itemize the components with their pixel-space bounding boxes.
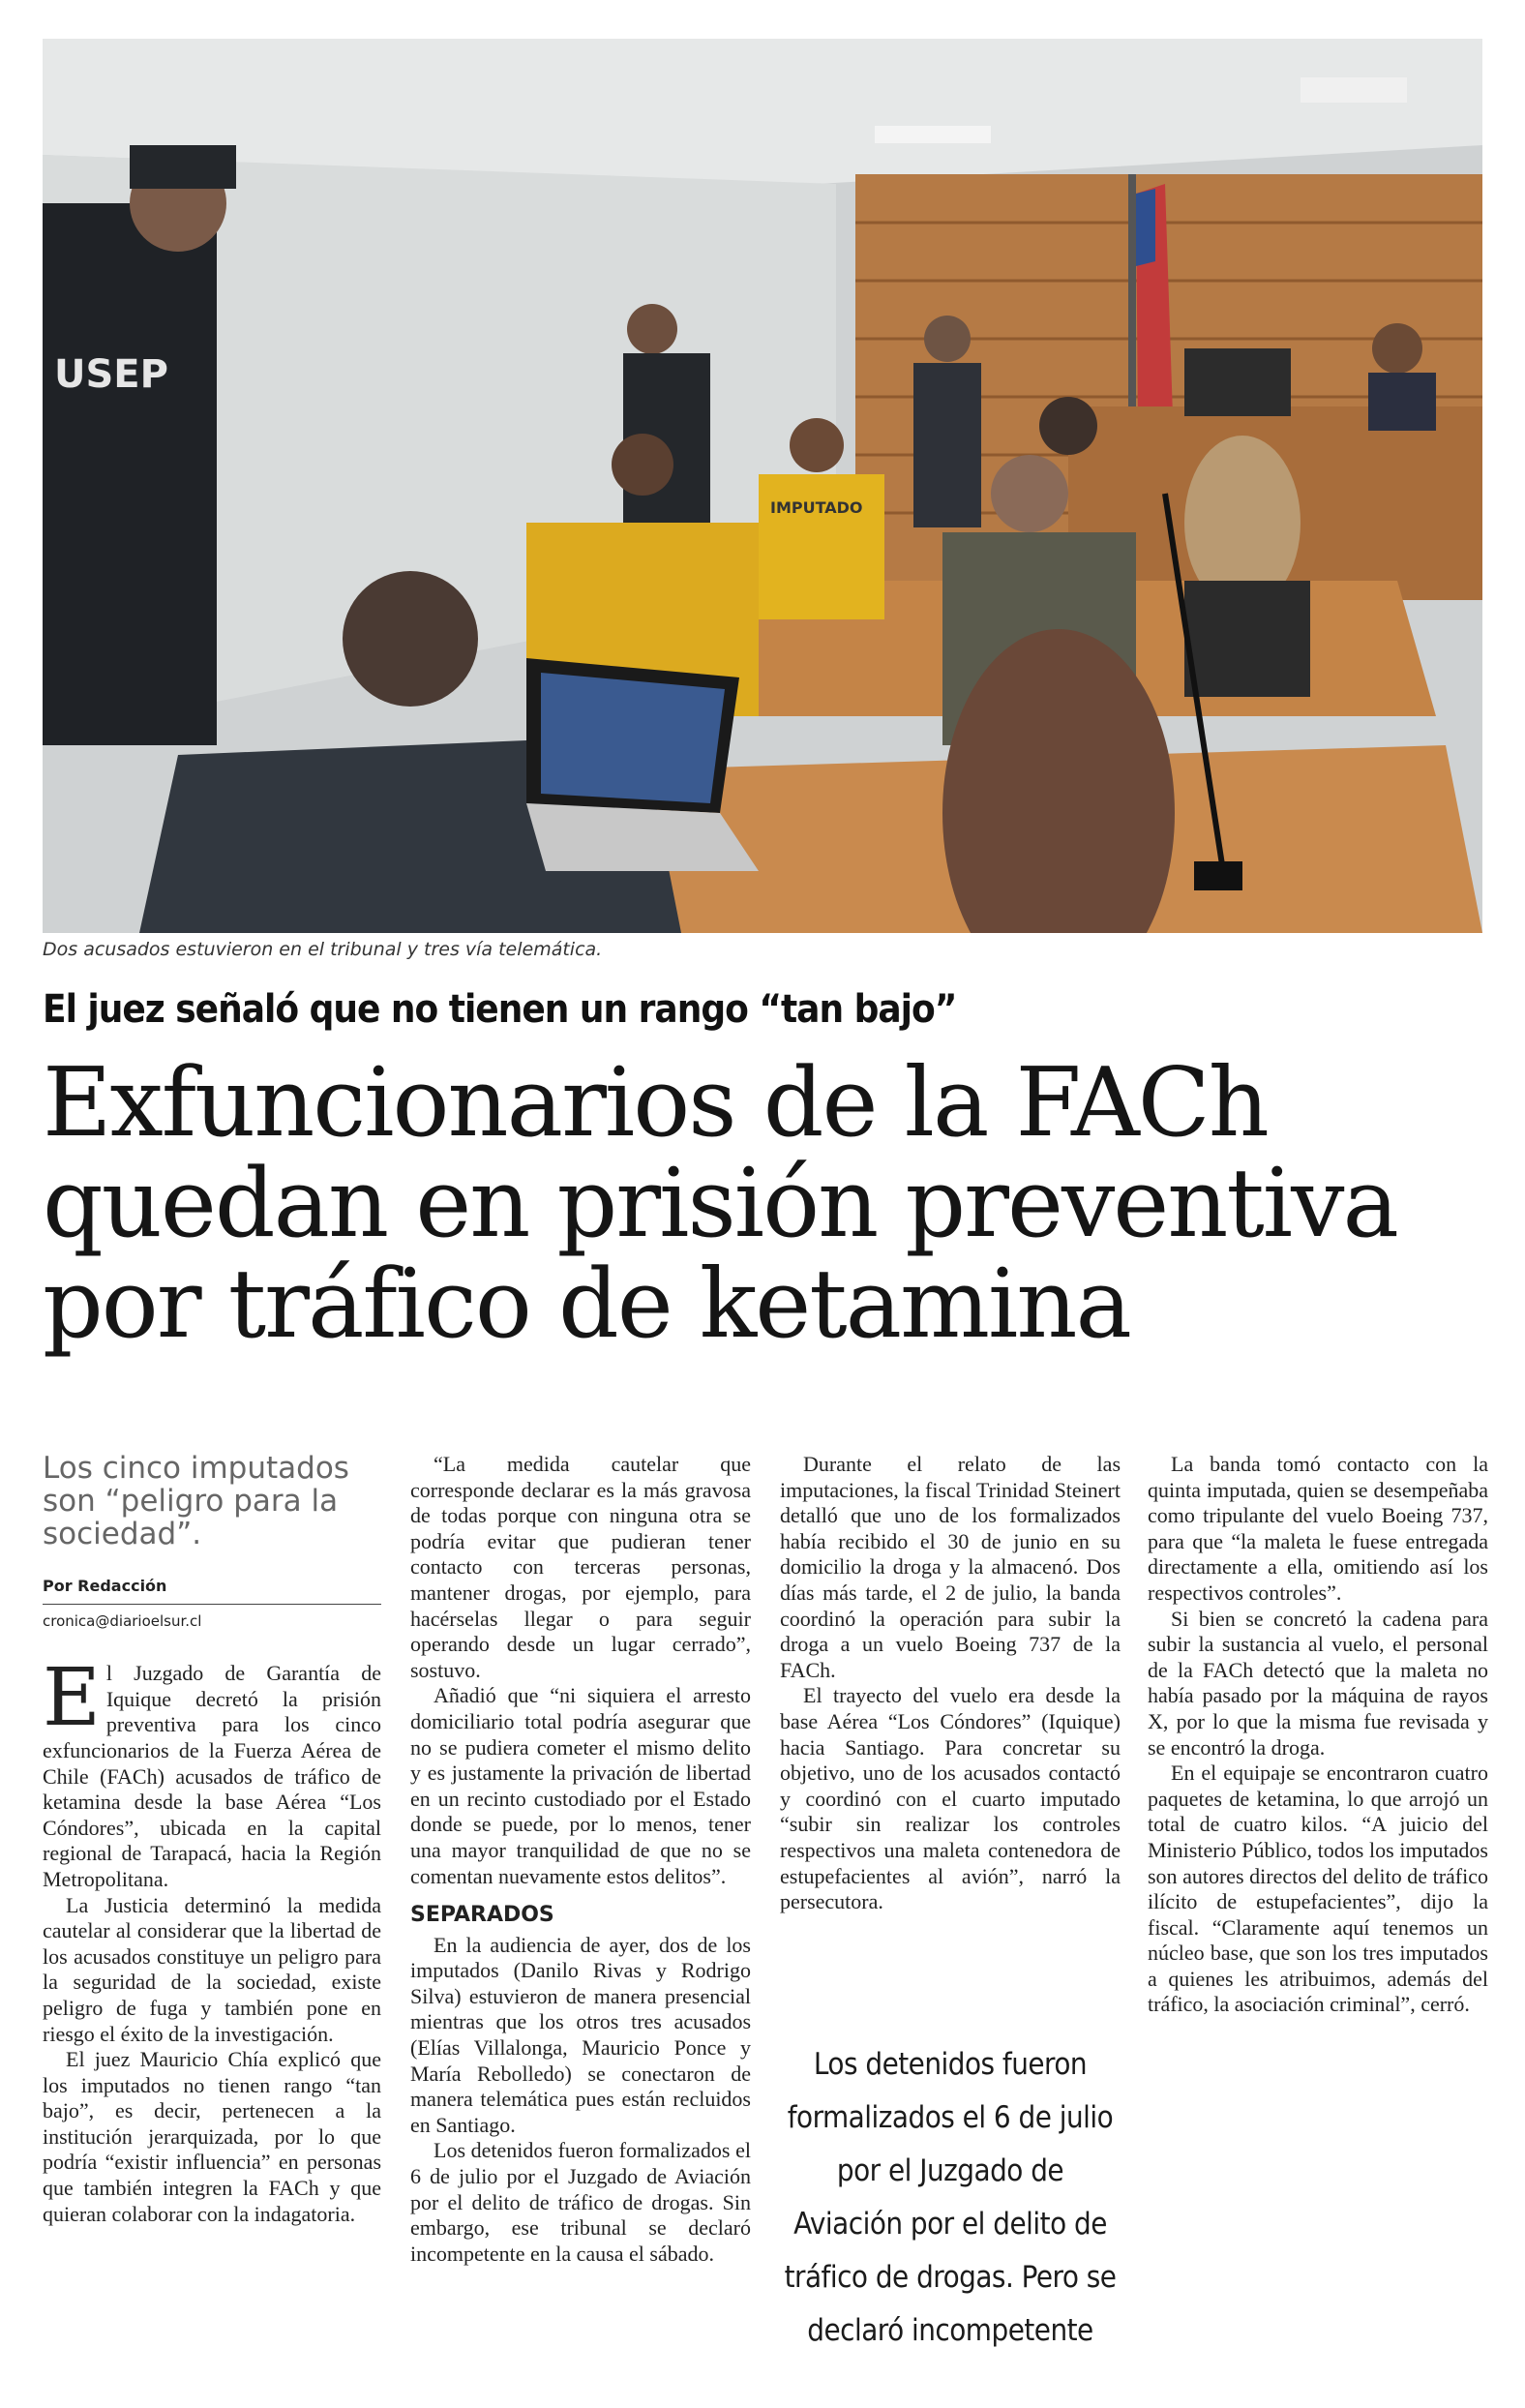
photo-caption: Dos acusados estuvieron en el tribunal y tres vía telemática. [43,939,603,960]
paragraph-10: La banda tomó contacto con la quinta imputada, quien se desempeñaba como tripulante del vuelo Boeing 737, para que “la maleta le fuese entregada directamente a ella, omitiendo así los respectivos controles”. [1148,1452,1488,1605]
paragraph-7: Los detenidos fueron formalizados el 6 de julio por el Juzgado de Aviación por el delito de tráfico de drogas. Sin embargo, ese tribunal se declaró incompetente en la causa el sábado. [410,2138,751,2266]
paragraph-1 [43,1652,381,1892]
paragraph-8: Durante el relato de las imputaciones, la fiscal Trinidad Steinert detalló que uno de los formalizados había recibido el 30 de junio en su domicilio la droga y la almacenó. Dos días más tarde, el 2 de julio, la banda coordinó la operación para subir la droga a un vuelo Boeing 737 de la FACh. [780,1452,1121,1682]
byline: Por Redacción [43,1574,381,1605]
pull-quote: Los detenidos fueron formalizados el 6 de julio por el Juzgado de Aviación por el delito de tráfico de drogas. Pero se declaró incompetente [784,2047,1117,2348]
vest-label: IMPUTADO [770,498,863,517]
headline-line-2: quedan en prisión preventiva [43,1149,1397,1259]
paragraph-12: En el equipaje se encontraron cuatro paquetes de ketamina, lo que arrojó un total de cuatro kilos. “A juicio del Ministerio Público, todos los imputados son autores directos del delito de tráfico ilícito de estupefacientes”, dijo la fiscal. “Claramente aquí tenemos un núcleo base, que son los tres imputados a quienes les atribuimos, además del tráfico, la asociación criminal”, cerró. [1148,1761,1488,2017]
subhead-separados: SEPARADOS [410,1903,554,1928]
paragraph-6: En la audiencia de ayer, dos de los imputados (Danilo Rivas y Rodrigo Silva) estuvieron de manera presencial mientras que los otros tres acusados (Elías Villalonga, Mauricio Ponce y María Rebolledo) se conectaron de manera telemática pues están recluidos en Santiago. [410,1932,751,2137]
kicker: El juez señaló que no tienen un rango “tan bajo” [43,987,957,1032]
column-4 [1148,1452,1488,2018]
column-2 [410,1452,751,2267]
paragraph-1-text: l Juzgado de Garantía de Iquique decretó la prisión preventiva para los cinco exfuncionarios de la Fuerza Aérea de Chile (FACh) acusados de tráfico de ketamina desde la base Aérea “Los Cóndores”, ubicada en la capital regional de Tarapacá, hacia la Región Metropolitana. [43,1661,381,1891]
paragraph-9: El trayecto del vuelo era desde la base Aérea “Los Cóndores” (Iquique) hacia Santiago. Para concretar su objetivo, uno de los acusados contactó y coordinó con el cuarto imputado “subir sin realizar los controles respectivos una maleta contenedora de estupefacientes al avión”, narró la persecutora. [780,1683,1121,1914]
uniform-label: USEP [54,352,168,397]
headline-line-1: Exfuncionarios de la FACh [43,1048,1268,1159]
column-3 [780,1452,1121,1915]
courtroom-photo [43,39,1482,933]
lead: Los cinco imputados son “peligro para la sociedad”. [43,1451,349,1551]
paragraph-3: El juez Mauricio Chía explicó que los imputados no tienen rango “tan bajo”, es decir, pertenecen a la institución jerarquizada, por lo que podría “existir influencia” en personas que también integren la FACh y que quieran colaborar con la indagatoria. [43,2047,381,2226]
courtroom-illustration [43,39,1482,933]
paragraph-2: La Justicia determinó la medida cautelar al considerar que la libertad de los acusados constituye un peligro para la seguridad de la sociedad, existe peligro de fuga y también pone en riesgo el éxito de la investigación. [43,1892,381,2046]
dropcap: E [43,1652,101,1745]
headline [43,1048,1494,1360]
author-email: cronica@diarioelsur.cl [43,1611,202,1630]
paragraph-11: Si bien se concretó la cadena para subir la sustancia al vuelo, el personal de la FACh detectó que la maleta no había pasado por la máquina de rayos X, por lo que la misma fue revisada y se encontró la droga. [1148,1606,1488,1760]
paragraph-5: Añadió que “ni siquiera el arresto domiciliario total podría asegurar que no se pudiera cometer el mismo delito y es justamente la privación de libertad en un recinto custodiado por el Estado donde se puede, por lo menos, tener una mayor tranquilidad de que no se comentan nuevamente estos delitos”. [410,1683,751,1888]
paragraph-4: “La medida cautelar que corresponde declarar es la más gravosa de todas porque con ninguna otra se podría evitar que pudieran tener contacto con terceras personas, mantener drogas, por ejemplo, para hacérselas llegar o para seguir operando desde un lugar cerrado”, sostuvo. [410,1452,751,1682]
headline-line-3: por tráfico de ketamina [43,1249,1130,1360]
column-1 [43,1452,381,2227]
